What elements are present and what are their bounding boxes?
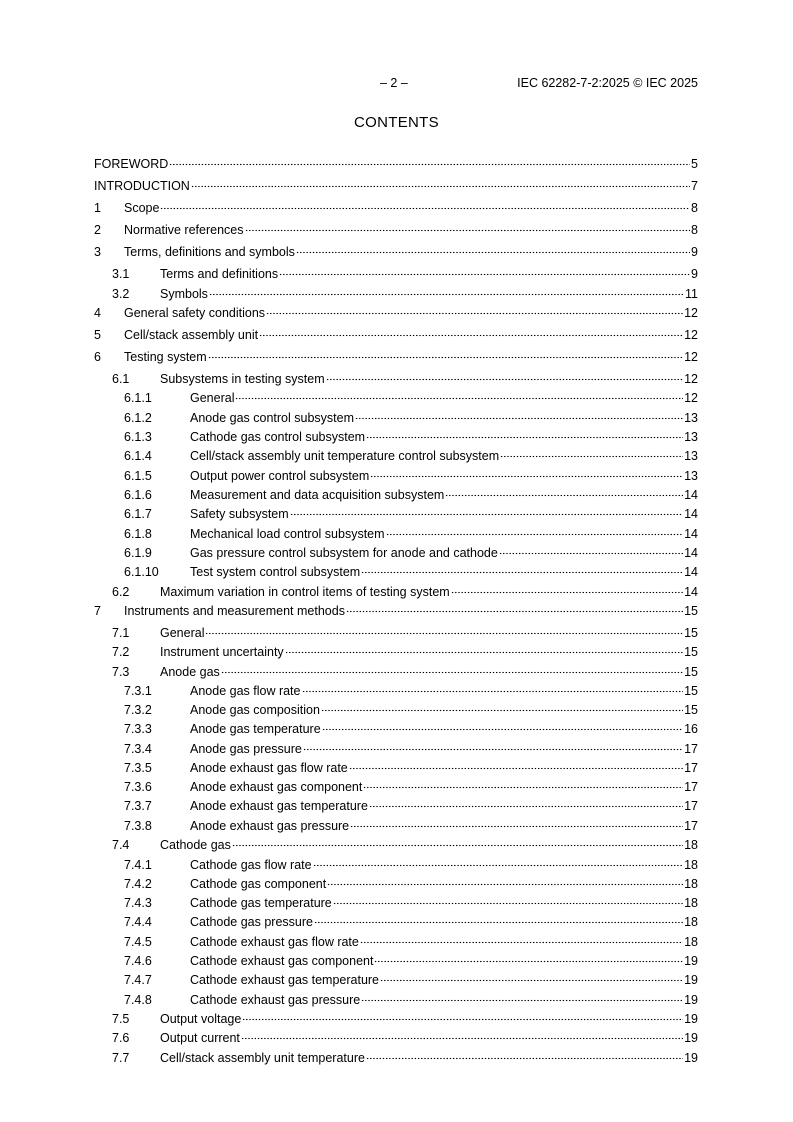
toc-entry[interactable] [94,640,698,659]
toc-entry[interactable] [94,814,698,833]
toc-entry-number: 7.4.7 [124,973,152,987]
toc-entry-number: 7.4.4 [124,915,152,929]
toc-entry-page: 17 [684,819,698,833]
dot-leader [363,775,683,791]
dot-leader [160,196,690,212]
dot-leader [326,367,683,383]
toc-entry-title: Anode gas pressure [190,742,302,756]
toc-entry[interactable] [94,282,698,301]
toc-entry-page: 19 [684,1051,698,1065]
toc-entry-title: Cell/stack assembly unit temperature control subsystem [190,449,500,463]
toc-entry-number: 6.2 [112,585,130,599]
dot-leader [241,1026,683,1042]
toc-entry-title: Cell/stack assembly unit [124,328,259,342]
toc-entry-title: Normative references [124,223,244,237]
toc-entry-number: 7.6 [112,1031,130,1045]
toc-entry-number: 6.1.8 [124,527,152,541]
toc-entry-page: 18 [684,858,698,872]
toc-entry-page: 15 [684,684,698,698]
toc-entry[interactable] [94,386,698,405]
toc-entry[interactable] [94,262,698,281]
dot-leader [500,444,683,460]
toc-entry-title: FOREWORD [94,157,169,171]
toc-entry[interactable] [94,367,698,386]
toc-entry-page: 8 [691,223,698,237]
toc-entry[interactable] [94,301,698,320]
toc-entry[interactable] [94,872,698,891]
dot-leader [266,301,683,317]
toc-entry-page: 16 [684,722,698,736]
toc-entry-title: Cathode gas temperature [190,896,332,910]
toc-entry-number: 7.3.4 [124,742,152,756]
toc-entry-number: 7.2 [112,645,130,659]
toc-entry-title: Terms and definitions [160,267,279,281]
toc-entry[interactable] [94,152,698,171]
toc-entry-page: 5 [691,157,698,171]
toc-entry-title: Anode gas temperature [190,722,321,736]
toc-entry-title: Anode gas flow rate [190,684,301,698]
toc-entry-title: Safety subsystem [190,507,289,521]
toc-entry-title: Instruments and measurement methods [124,604,345,618]
toc-entry-number: 6.1.9 [124,546,152,560]
toc-entry-number: 7 [94,604,101,618]
dot-leader [242,1007,683,1023]
toc-entry-title: Cathode gas flow rate [190,858,312,872]
toc-entry-title: Cathode exhaust gas temperature [190,973,380,987]
toc-entry-page: 19 [684,973,698,987]
toc-entry-page: 15 [684,626,698,640]
toc-entry-number: 3 [94,245,101,259]
toc-entry-title: Anode gas control subsystem [190,411,354,425]
toc-entry-page: 13 [684,469,698,483]
toc-entry-number: 1 [94,201,101,215]
dot-leader [445,483,683,499]
toc-entry[interactable] [94,464,698,483]
toc-entry-title: Anode gas composition [190,703,320,717]
document-reference: IEC 62282-7-2:2025 © IEC 2025 [517,76,698,90]
dot-leader [208,345,683,361]
dot-leader [361,560,683,576]
toc-entry[interactable] [94,891,698,910]
toc-entry-number: 6.1.1 [124,391,152,405]
toc-entry-number: 5 [94,328,101,342]
toc-entry-title: General safety conditions [124,306,266,320]
toc-entry[interactable] [94,968,698,987]
dot-leader [360,930,683,946]
dot-leader [386,522,684,538]
toc-entry[interactable] [94,502,698,521]
toc-entry[interactable] [94,660,698,679]
toc-entry-page: 17 [684,761,698,775]
dot-leader [374,949,683,965]
page-title: CONTENTS [354,114,439,131]
toc-entry-number: 7.4.1 [124,858,152,872]
toc-entry-number: 6.1.3 [124,430,152,444]
toc-entry-page: 13 [684,430,698,444]
dot-leader [451,580,683,596]
toc-entry-number: 7.4.3 [124,896,152,910]
toc-entry-page: 14 [684,565,698,579]
toc-entry-page: 15 [684,604,698,618]
dot-leader [191,174,690,190]
toc-entry-page: 18 [684,838,698,852]
toc-entry-title: Output power control subsystem [190,469,370,483]
toc-entry-number: 7.3.5 [124,761,152,775]
toc-entry-page: 7 [691,179,698,193]
dot-leader [296,240,690,256]
toc-entry-page: 18 [684,877,698,891]
toc-entry-title: Output voltage [160,1012,242,1026]
toc-entry-page: 12 [684,391,698,405]
toc-entry-title: Cell/stack assembly unit temperature [160,1051,365,1065]
toc-entry-number: 7.4.8 [124,993,152,1007]
dot-leader [327,872,683,888]
toc-entry-page: 9 [691,245,698,259]
toc-entry[interactable] [94,483,698,502]
toc-entry-number: 7.5 [112,1012,130,1026]
toc-entry[interactable] [94,949,698,968]
toc-entry-page: 14 [684,585,698,599]
toc-entry[interactable] [94,196,698,215]
toc-entry[interactable] [94,794,698,813]
dot-leader [369,794,683,810]
toc-entry-number: 7.3.8 [124,819,152,833]
toc-entry-page: 18 [684,896,698,910]
toc-entry-page: 11 [685,287,698,301]
dot-leader [302,679,684,695]
toc-entry-title: Anode exhaust gas flow rate [190,761,348,775]
toc-entry-number: 7.3.6 [124,780,152,794]
toc-entry-page: 12 [684,306,698,320]
toc-entry[interactable] [94,599,698,618]
toc-entry[interactable] [94,621,698,640]
toc-entry-title: INTRODUCTION [94,179,190,193]
toc-entry-page: 8 [691,201,698,215]
toc-entry-title: Instrument uncertainty [160,645,284,659]
toc-entry-number: 6.1.2 [124,411,152,425]
dot-leader [285,640,683,656]
toc-entry[interactable] [94,174,698,193]
dot-leader [321,698,683,714]
toc-entry-number: 7.3.7 [124,799,152,813]
dot-leader [290,502,683,518]
dot-leader [355,406,683,422]
dot-leader [232,833,683,849]
dot-leader [346,599,683,615]
toc-entry-page: 15 [684,645,698,659]
toc-entry-number: 6.1 [112,372,130,386]
toc-entry[interactable] [94,1007,698,1026]
toc-entry-number: 3.2 [112,287,130,301]
dot-leader [361,988,683,1004]
dot-leader [499,541,683,557]
toc-entry-page: 17 [684,742,698,756]
toc-entry-number: 6.1.10 [124,565,159,579]
toc-entry-title: Anode exhaust gas temperature [190,799,368,813]
toc-entry-title: Testing system [124,350,207,364]
toc-entry-number: 7.3.1 [124,684,152,698]
toc-entry-number: 6.1.4 [124,449,152,463]
toc-entry-page: 12 [684,328,698,342]
dot-leader [333,891,683,907]
toc-entry[interactable] [94,240,698,259]
toc-entry-page: 14 [684,507,698,521]
page-header [0,76,793,92]
toc-entry-title: Anode gas [160,665,220,679]
toc-entry-title: Cathode gas control subsystem [190,430,366,444]
toc-entry-number: 7.3.2 [124,703,152,717]
dot-leader [279,262,690,278]
toc-entry-number: 3.1 [112,267,130,281]
toc-entry[interactable] [94,775,698,794]
toc-entry[interactable] [94,560,698,579]
toc-entry-number: 6.1.7 [124,507,152,521]
toc-entry-title: Anode exhaust gas pressure [190,819,350,833]
toc-entry[interactable] [94,1046,698,1065]
toc-entry-title: Cathode exhaust gas flow rate [190,935,359,949]
toc-entry-page: 17 [684,799,698,813]
toc-entry[interactable] [94,910,698,929]
toc-entry-title: Cathode gas component [190,877,327,891]
toc-entry-page: 19 [684,993,698,1007]
dot-leader [313,853,683,869]
toc-entry-title: Scope [124,201,160,215]
toc-entry[interactable] [94,323,698,342]
toc-entry[interactable] [94,737,698,756]
toc-entry[interactable] [94,425,698,444]
toc-entry-page: 19 [684,954,698,968]
toc-entry-number: 7.4 [112,838,130,852]
toc-entry-number: 2 [94,223,101,237]
toc-entry-title: Terms, definitions and symbols [124,245,295,259]
toc-entry-title: Subsystems in testing system [160,372,325,386]
toc-entry-title: Symbols [160,287,208,301]
toc-entry-title: General [190,391,235,405]
toc-entry[interactable] [94,698,698,717]
toc-entry-title: Measurement and data acquisition subsystem [190,488,445,502]
toc-entry[interactable] [94,541,698,560]
toc-entry[interactable] [94,717,698,736]
dot-leader [209,282,684,298]
toc-entry-title: Output current [160,1031,240,1045]
toc-entry-page: 12 [684,372,698,386]
toc-entry[interactable] [94,988,698,1007]
toc-entry-page: 12 [684,350,698,364]
toc-entry-page: 19 [684,1031,698,1045]
toc-entry-page: 13 [684,449,698,463]
dot-leader [366,1046,683,1062]
toc-entry[interactable] [94,522,698,541]
toc-entry[interactable] [94,580,698,599]
toc-entry-page: 18 [684,915,698,929]
dot-leader [245,218,691,234]
toc-entry-number: 4 [94,306,101,320]
toc-entry-title: Cathode exhaust gas pressure [190,993,361,1007]
toc-entry[interactable] [94,930,698,949]
dot-leader [380,968,683,984]
dot-leader [169,152,690,168]
toc-entry-number: 7.3 [112,665,130,679]
toc-entry-number: 6.1.5 [124,469,152,483]
toc-entry-page: 18 [684,935,698,949]
dot-leader [235,386,683,402]
toc-entry-page: 19 [684,1012,698,1026]
toc-entry-title: Cathode exhaust gas component [190,954,374,968]
toc-entry[interactable] [94,833,698,852]
toc-entry-page: 9 [691,267,698,281]
toc-entry-number: 6 [94,350,101,364]
toc-entry[interactable] [94,1026,698,1045]
dot-leader [221,660,683,676]
dot-leader [259,323,683,339]
toc-entry[interactable] [94,406,698,425]
toc-entry-number: 6.1.6 [124,488,152,502]
toc-entry-number: 7.4.6 [124,954,152,968]
toc-entry-number: 7.7 [112,1051,130,1065]
toc-entry-title: Cathode gas [160,838,231,852]
toc-entry-page: 14 [684,488,698,502]
dot-leader [205,621,683,637]
toc-entry-page: 15 [684,665,698,679]
dot-leader [366,425,683,441]
toc-entry-number: 7.1 [112,626,130,640]
dot-leader [350,814,683,830]
dot-leader [314,910,683,926]
toc-entry-title: Anode exhaust gas component [190,780,363,794]
dot-leader [370,464,683,480]
toc-entry-number: 7.3.3 [124,722,152,736]
page-number: – 2 – [380,76,408,90]
toc-entry-title: General [160,626,205,640]
toc-entry[interactable] [94,756,698,775]
toc-entry-number: 7.4.5 [124,935,152,949]
toc-entry-title: Test system control subsystem [190,565,361,579]
toc-entry[interactable] [94,218,698,237]
toc-entry-page: 15 [684,703,698,717]
toc-entry-title: Cathode gas pressure [190,915,313,929]
toc-entry-title: Mechanical load control subsystem [190,527,385,541]
toc-entry-title: Maximum variation in control items of testing system [160,585,450,599]
toc-entry[interactable] [94,345,698,364]
dot-leader [322,717,683,733]
toc-entry-page: 14 [684,546,698,560]
toc-entry-page: 17 [684,780,698,794]
toc-entry-number: 7.4.2 [124,877,152,891]
toc-entry[interactable] [94,853,698,872]
dot-leader [303,737,683,753]
toc-entry-page: 13 [684,411,698,425]
dot-leader [349,756,683,772]
toc-entry-title: Gas pressure control subsystem for anode and cathode [190,546,498,560]
toc-entry[interactable] [94,444,698,463]
toc-entry-page: 14 [684,527,698,541]
toc-entry[interactable] [94,679,698,698]
